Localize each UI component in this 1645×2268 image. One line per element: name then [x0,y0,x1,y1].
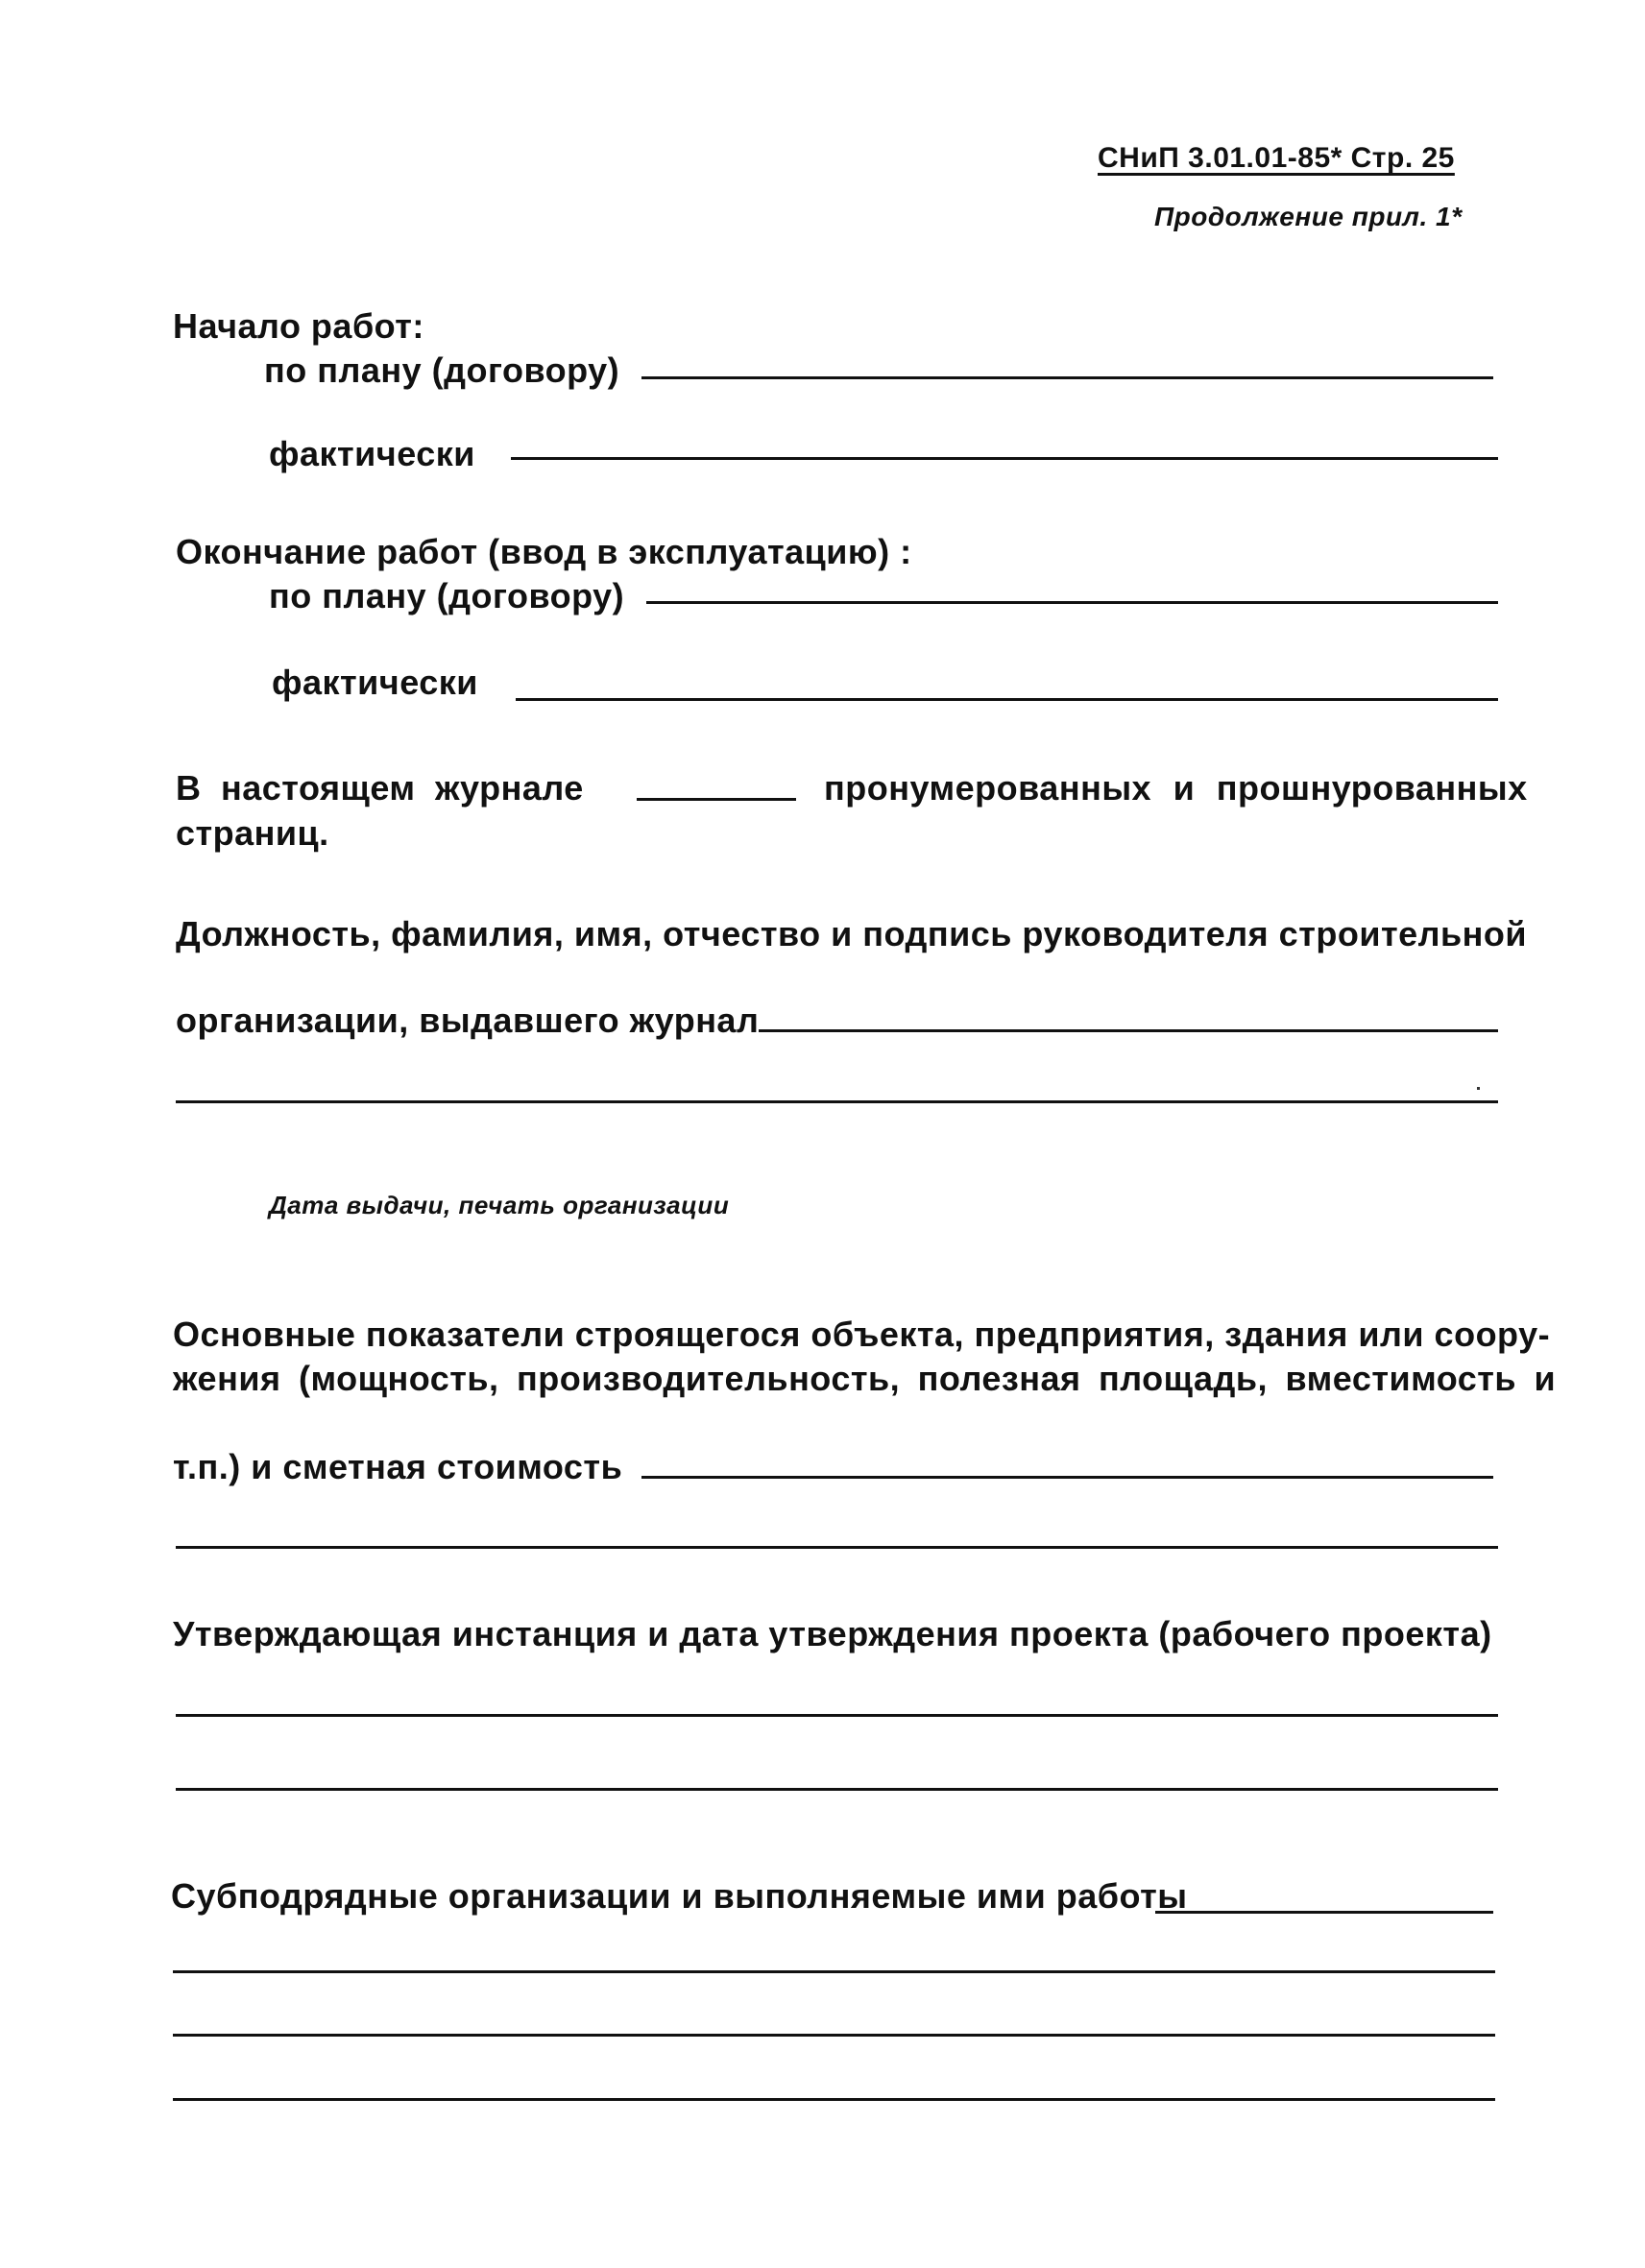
subcontractors-field-3[interactable] [173,2034,1495,2037]
subcontractors-field[interactable] [1155,1911,1493,1914]
start-actual-label: фактически [269,434,475,473]
scan-dot [1477,1087,1480,1090]
document-code-header: СНиП 3.01.01-85* Стр. 25 [1098,142,1455,174]
start-plan-field[interactable] [641,376,1493,379]
pages-text-suffix: пронумерованных и прошнурованных [824,768,1528,808]
issue-date-note: Дата выдачи, печать организации [269,1191,730,1219]
head-signature-field[interactable] [759,1029,1498,1032]
indicators-label-line2: жения (мощность, производительность, полезная площадь, вместимость и [173,1359,1557,1398]
pages-count-field[interactable] [637,798,796,801]
approval-field-2[interactable] [176,1788,1498,1791]
subcontractors-label: Субподрядные организации и выполняемые ими работы [171,1876,1188,1916]
end-actual-label: фактически [272,663,478,702]
start-actual-field[interactable] [511,457,1498,460]
head-label-line2: организации, выдавшего журнал [176,1001,760,1040]
indicators-label-line1: Основные показатели строящегося объекта, предприятия, здания или соору- [173,1315,1551,1354]
subcontractors-field-4[interactable] [173,2098,1495,2101]
indicators-label-line3: т.п.) и сметная стоимость [173,1447,623,1486]
head-label-line1: Должность, фамилия, имя, отчество и подпись руководителя строительной [176,914,1527,953]
pages-text-prefix: В настоящем журнале [176,768,584,808]
end-plan-label: по плану (договору) [269,576,625,615]
start-plan-label: по плану (договору) [264,350,620,390]
indicators-field-2[interactable] [176,1546,1498,1549]
continuation-note: Продолжение прил. 1* [1154,202,1463,231]
pages-text-end: страниц. [176,813,329,853]
end-works-label: Окончание работ (ввод в эксплуатацию) : [176,532,912,571]
head-signature-field-2[interactable] [176,1100,1498,1103]
approval-field[interactable] [176,1714,1498,1717]
end-actual-field[interactable] [516,698,1498,701]
start-works-label: Начало работ: [173,306,424,346]
indicators-field[interactable] [641,1476,1493,1479]
subcontractors-field-2[interactable] [173,1970,1495,1973]
approval-label: Утверждающая инстанция и дата утверждения проекта (рабочего проекта) [173,1614,1492,1653]
end-plan-field[interactable] [646,601,1498,604]
